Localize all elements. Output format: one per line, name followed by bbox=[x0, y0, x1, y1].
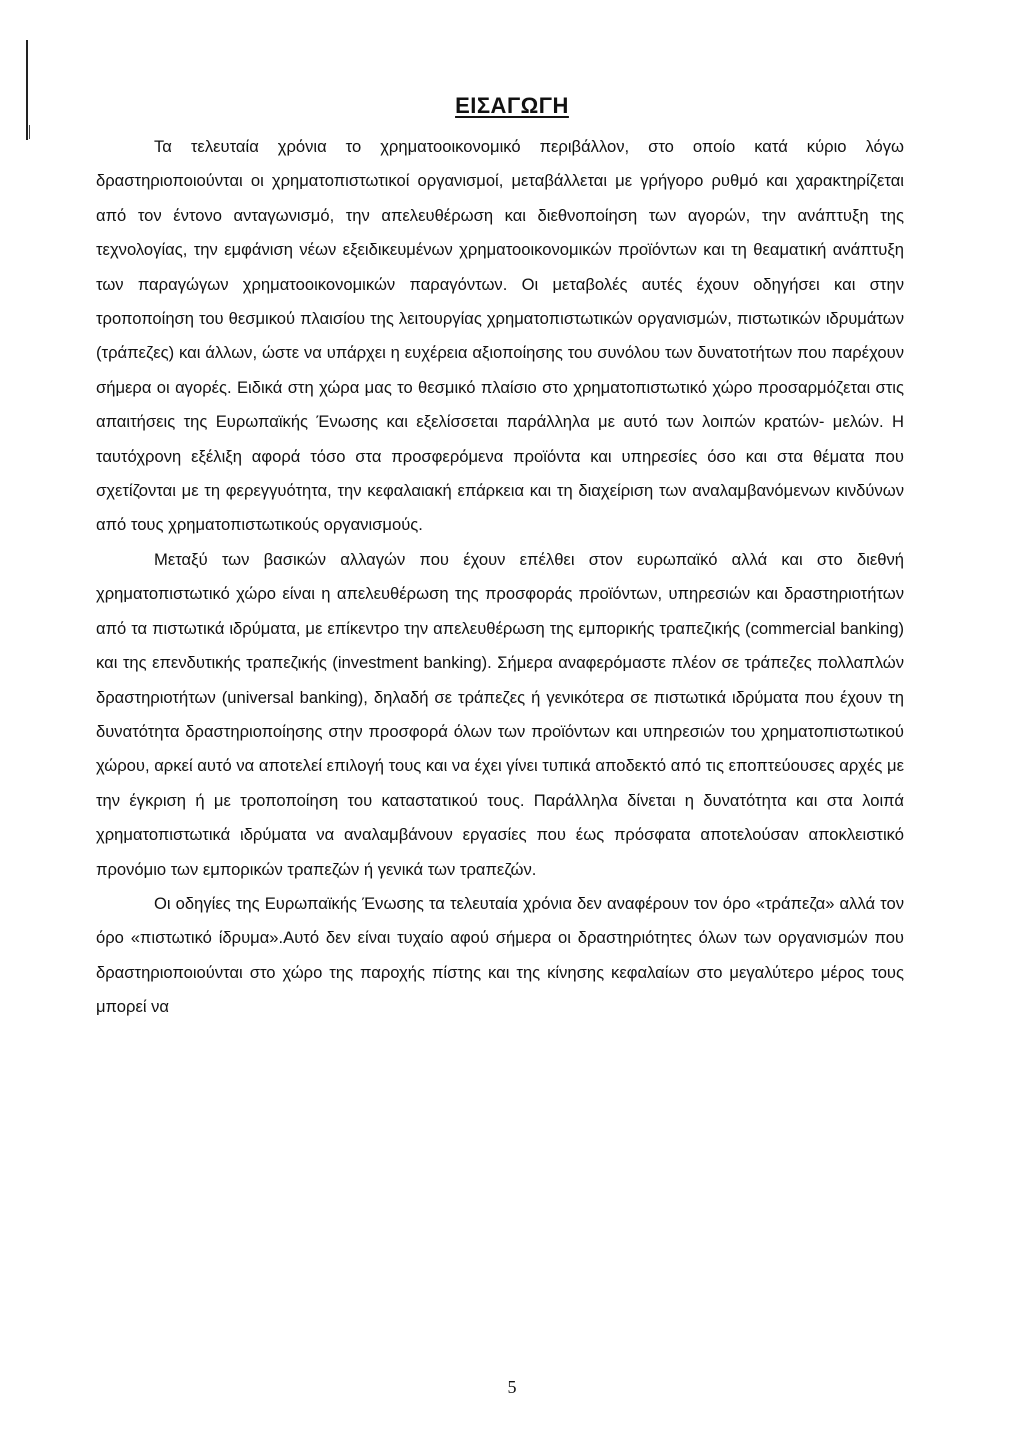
paragraph: Τα τελευταία χρόνια το χρηματοοικονομικό περιβάλλον, στο οποίο κατά κύριο λόγω δραστηριοποιούνται οι χρηματοπιστωτικοί οργανισμοί, μεταβάλλεται με γρήγορο ρυθμό και χαρακτηρίζεται από τον έντονο ανταγωνισμό, την απελευθέρωση και διεθνοποίηση των αγορών, την ανάπτυξη της τεχνολογίας, την εμφάνιση νέων εξειδικευμένων χρηματοοικονομικών προϊόντων και τη θεαματική ανάπτυξη των παραγώγων χρηματοοικονομικών παραγόντων. Οι μεταβολές αυτές έχουν οδηγήσει και στην τροποποίηση του θεσμικού πλαισίου της λειτουργίας χρηματοπιστωτικών οργανισμών, πιστωτικών ιδρυμάτων (τράπεζες) και άλλων, ώστε να υπάρχει η ευχέρεια αξιοποίησης του συνόλου των δυνατοτήτων που παρέχουν σήμερα οι αγορές. Ειδικά στη χώρα μας το θεσμικό πλαίσιο στο χρηματοπιστωτικό χώρο προσαρμόζεται στις απαιτήσεις της Ευρωπαϊκής Ένωσης και εξελίσσεται παράλληλα με αυτό των λοιπών κρατών- μελών. Η ταυτόχρονη εξέλιξη αφορά τόσο στα προσφερόμενα προϊόντα και υπηρεσίες όσο και στα θέματα που σχετίζονται με τη φερεγγυότητα, την κεφαλαιακή επάρκεια και τη διαχείριση των αναλαμβανόμενων κινδύνων από τους χρηματοπιστωτικούς οργανισμούς. bbox=[96, 137, 904, 535]
paragraph: Μεταξύ των βασικών αλλαγών που έχουν επέλθει στον ευρωπαϊκό αλλά και στο διεθνή χρηματοπιστωτικό χώρο είναι η απελευθέρωση της προσφοράς προϊόντων, υπηρεσιών και δραστηριοτήτων από τα πιστωτικά ιδρύματα, με επίκεντρο την απελευθέρωση της εμπορικής τραπεζικής (commercial banking) και της επενδυτικής τραπεζικής (investment banking). Σήμερα αναφερόμαστε πλέον σε τράπεζες πολλαπλών δραστηριοτήτων (universal banking), δηλαδή σε τράπεζες ή γενικότερα σε πιστωτικά ιδρύματα που έχουν τη δυνατότητα δραστηριοποίησης στην προσφορά όλων των προϊόντων και υπηρεσιών του χρηματοπιστωτικού χώρου, αρκεί αυτό να αποτελεί επιλογή τους και να έχει γίνει τυπικά αποδεκτό από τις εποπτεύουσες αρχές με την έγκριση ή με τροποποίηση του καταστατικού τους. Παράλληλα δίνεται η δυνατότητα και στα λοιπά χρηματοπιστωτικά ιδρύματα να αναλαμβάνουν εργασίες που έως πρόσφατα αποτελούσαν αποκλειστικό προνόμιο των εμπορικών τραπεζών ή γενικά των τραπεζών. bbox=[96, 549, 904, 879]
body-text bbox=[96, 130, 904, 1025]
margin-rule bbox=[26, 40, 28, 140]
page-title: ΕΙΣΑΓΩΓΗ bbox=[455, 93, 569, 118]
margin-rule-mark bbox=[29, 125, 30, 139]
paragraph: Οι οδηγίες της Ευρωπαϊκής Ένωσης τα τελευταία χρόνια δεν αναφέρουν τον όρο «τράπεζα» αλλά τον όρο «πιστωτικό ίδρυμα».Αυτό δεν είναι τυχαίο αφού σήμερα οι δραστηριότητες όλων των οργανισμών που δραστηριοποιούνται στο χώρο της παροχής πίστης και της κίνησης κεφαλαίων στο μεγαλύτερο μέρος τους μπορεί να bbox=[96, 893, 904, 1017]
page-number: 5 bbox=[507, 1377, 517, 1397]
